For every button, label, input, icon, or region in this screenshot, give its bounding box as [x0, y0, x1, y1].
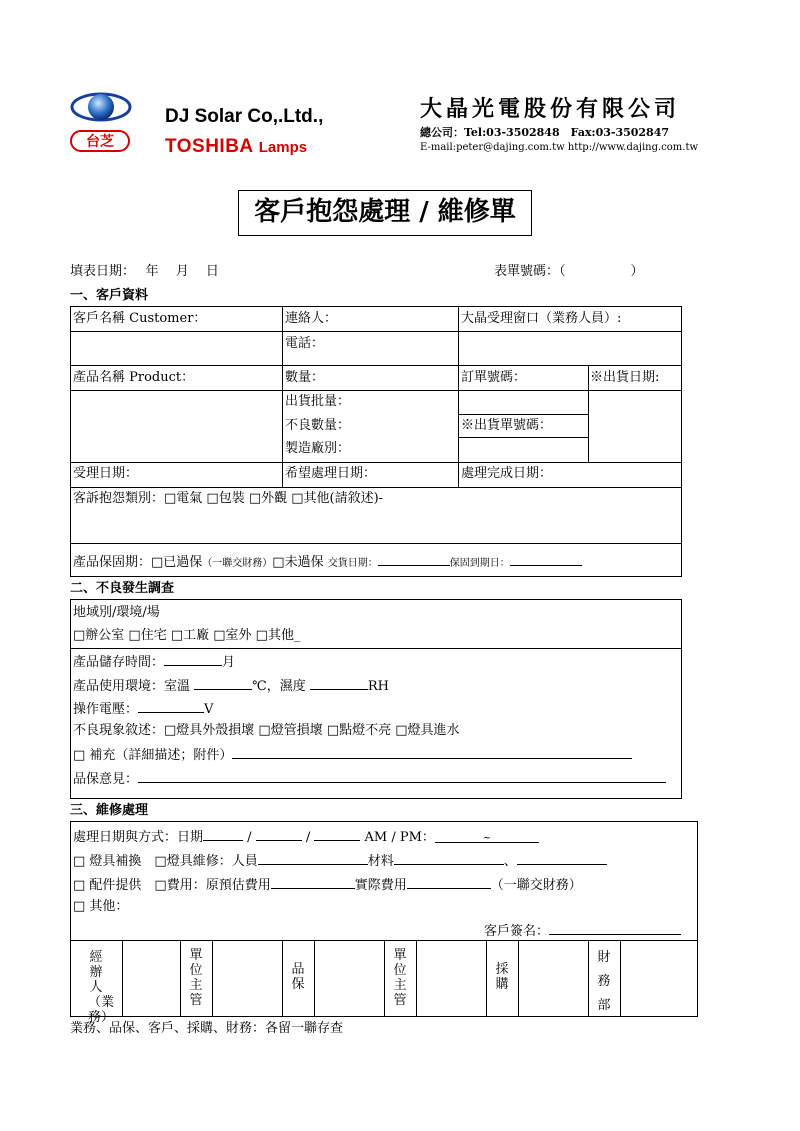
signature-blank[interactable]	[549, 922, 681, 935]
storage-label: 產品儲存時間：	[73, 655, 165, 670]
qa-line	[73, 770, 666, 788]
humidity-blank[interactable]	[310, 677, 368, 690]
contact-label: 連絡人：	[285, 311, 338, 326]
section-1-heading: 一、客戶資料	[70, 288, 149, 303]
company-name-en: DJ Solar Co,.Ltd.,	[165, 106, 324, 127]
fill-date-label: 填表日期： 年 月 日	[70, 264, 219, 279]
signature-line	[484, 922, 681, 940]
company-name-cn: 大晶光電股份有限公司	[420, 97, 681, 122]
actual-cost-label: 實際費用	[354, 878, 407, 893]
warranty-note: （一聯交財務）	[202, 558, 273, 569]
date-method-line	[73, 828, 539, 846]
hope-date-label: 希望處理日期：	[285, 466, 377, 481]
ship-number-label: ※出貨單號碼：	[461, 418, 553, 433]
month-unit: 月	[222, 655, 236, 670]
volt-unit: V	[204, 702, 214, 717]
brand-sub: Lamps	[258, 139, 308, 156]
qa-blank[interactable]	[138, 770, 666, 783]
globe-logo-icon	[70, 86, 132, 128]
defect-desc-label: 不良現象敘述：□燈具外殼損壞 □燈管損壞 □點燈不亮 □燈具進水	[73, 723, 460, 738]
delivery-date-label: 交貨日期：	[327, 558, 378, 569]
brand-name: TOSHIBA	[165, 136, 253, 157]
signature-label: 客戶簽名：	[484, 924, 550, 939]
ampm-label: AM / PM：	[364, 830, 435, 845]
voltage-line	[73, 700, 213, 718]
warranty-end-blank[interactable]	[510, 553, 582, 566]
month-blank[interactable]	[256, 828, 302, 841]
finance-label: 財務部	[597, 950, 611, 1013]
area-options: □辦公室 □住宅 □工廠 □室外 □其他_	[73, 628, 301, 643]
warranty-end-label: 保固到期日：	[449, 558, 510, 569]
area-label: 地域別/環境/場	[73, 605, 160, 620]
to-finance-note: （一聯交財務）	[490, 878, 582, 893]
day-blank[interactable]	[314, 828, 360, 841]
rh-unit: RH	[367, 679, 389, 694]
defect-qty-label: 不良數量：	[285, 418, 351, 433]
hq-contact: 總公司：Tel:03-3502848 Fax:03-3502847	[420, 126, 670, 139]
voltage-label: 操作電壓：	[73, 702, 139, 717]
phone-label: 電話：	[285, 336, 325, 351]
warranty-line	[73, 553, 582, 572]
env-line	[73, 677, 389, 695]
time-tilde: ~	[482, 833, 492, 844]
ship-date-label: ※出貨日期:	[590, 370, 660, 385]
date-slash-2: /	[305, 830, 311, 845]
supplement-blank[interactable]	[232, 746, 632, 759]
material-blank[interactable]	[394, 852, 504, 865]
supplement-line	[73, 746, 632, 764]
footer-note: 業務、品保、客戶、採購、財務：各留一聯存查	[70, 1021, 344, 1036]
ship-lot-label: 出貨批量：	[285, 394, 351, 409]
customer-info-frame	[70, 306, 682, 577]
factory-label: 製造廠別：	[285, 441, 351, 456]
parts-line	[73, 876, 582, 894]
delivery-date-blank[interactable]	[378, 553, 450, 566]
purchase-label: 採購	[495, 962, 509, 992]
quantity-label: 數量：	[285, 370, 325, 385]
product-name-label: 產品名稱 Product：	[73, 370, 195, 385]
time-blank[interactable]	[435, 830, 539, 843]
supplement-label: □ 補充（詳細描述；附件）	[73, 748, 233, 763]
section-2-heading: 二、不良發生調查	[70, 581, 175, 596]
email-web: E-mail:peter@dajing.com.tw http://www.dajing.com.tw	[420, 142, 699, 153]
qa-label: 品保意見：	[73, 772, 139, 787]
temperature-blank[interactable]	[194, 677, 252, 690]
staff-blank[interactable]	[258, 852, 368, 865]
handler-cell-label	[73, 950, 119, 1025]
agent-label: 大晶受理窗口（業務人員）:	[461, 311, 622, 326]
unit-head-label-1: 單位主管	[189, 948, 203, 1008]
voltage-blank[interactable]	[138, 700, 204, 713]
section-3-heading: 三、維修處理	[70, 803, 149, 818]
material-blank-2[interactable]	[517, 852, 607, 865]
replace-line	[73, 852, 607, 870]
not-expired-label: □未過保	[272, 555, 324, 570]
storage-line	[73, 653, 235, 671]
receive-date-label: 受理日期：	[73, 466, 139, 481]
complaint-type-label: 客訴抱怨類別：□電氣 □包裝 □外觀 □其他(請敘述)-	[73, 491, 384, 506]
customer-name-label: 客戶名稱 Customer：	[73, 311, 207, 326]
handler-text: 經辦人（業務）	[88, 950, 115, 1025]
material-sep: 、	[503, 854, 517, 869]
material-label: 材料	[367, 854, 394, 869]
brand-logo	[165, 136, 307, 158]
date-slash-1: /	[247, 830, 252, 845]
env-label: 產品使用環境：室溫	[73, 679, 191, 694]
estimate-blank[interactable]	[271, 876, 355, 889]
done-date-label: 處理完成日期：	[461, 466, 553, 481]
document-title: 客戶抱怨處理 / 維修單	[238, 190, 532, 236]
storage-blank[interactable]	[164, 653, 222, 666]
actual-cost-blank[interactable]	[407, 876, 491, 889]
replace-label: □ 燈具補換 □燈具維修：人員	[73, 854, 258, 869]
year-blank[interactable]	[203, 828, 243, 841]
brand-badge: 台芝	[70, 130, 130, 152]
other-label: □ 其他：	[73, 899, 129, 914]
warranty-label: 產品保固期：□已過保	[73, 555, 203, 570]
unit-head-label-2: 單位主管	[393, 948, 407, 1008]
parts-label: □ 配件提供 □費用：原預估費用	[73, 878, 271, 893]
date-method-label: 處理日期與方式：日期	[73, 830, 204, 845]
order-number-label: 訂單號碼：	[461, 370, 527, 385]
celsius-label: ℃，濕度	[252, 679, 306, 694]
form-number-label: 表單號碼：（ ）	[494, 264, 644, 279]
qa-sign-label: 品保	[291, 962, 305, 992]
